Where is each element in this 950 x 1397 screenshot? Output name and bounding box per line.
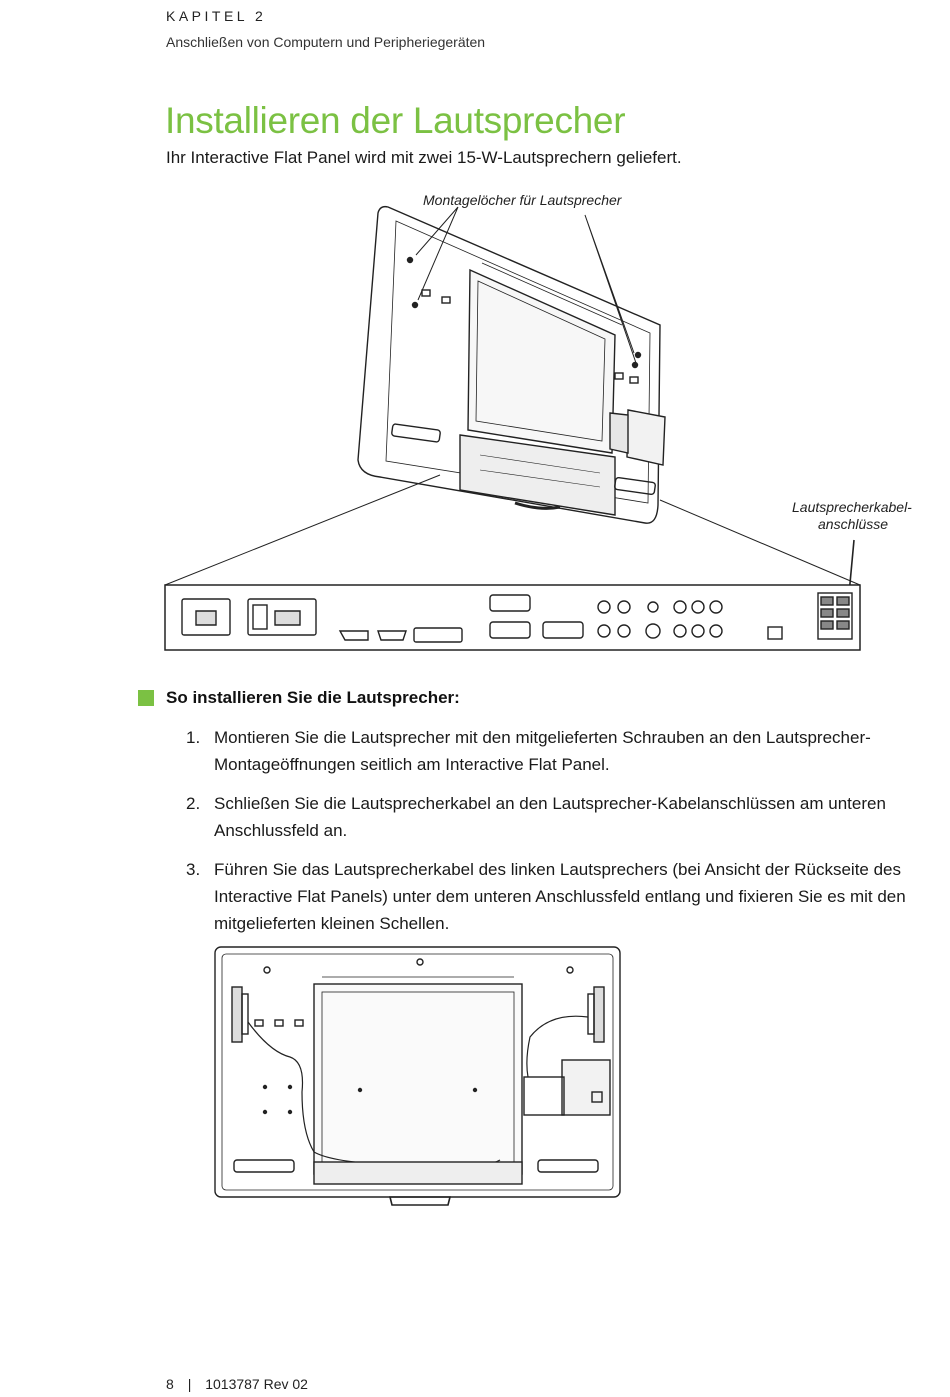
step-number: 2. xyxy=(186,794,201,813)
step-item xyxy=(186,724,906,778)
chapter-title: Anschließen von Computern und Peripheriegeräten xyxy=(166,34,486,50)
step-item xyxy=(186,856,906,937)
step-item xyxy=(186,790,906,844)
procedure-marker-icon xyxy=(138,690,154,706)
panel-rear-illustration xyxy=(160,185,940,655)
mounting-hole xyxy=(633,363,638,368)
footer-separator: | xyxy=(187,1376,192,1392)
speaker-installation-illustration xyxy=(210,942,625,1212)
mounting-hole xyxy=(408,258,413,263)
section-intro: Ihr Interactive Flat Panel wird mit zwei 15-W-Lautsprechern geliefert. xyxy=(166,148,682,167)
page-footer xyxy=(166,1376,308,1392)
document-id: 1013787 Rev 02 xyxy=(205,1376,308,1392)
callout-cable-line1: Lautsprecherkabel- xyxy=(792,499,912,515)
step-number: 1. xyxy=(186,728,201,747)
procedure-heading: So installieren Sie die Lautsprecher: xyxy=(166,688,460,707)
step-text: Führen Sie das Lautsprecherkabel des linken Lautsprechers (bei Ansicht der Rückseite des Interactive Flat Panels) unter dem unteren Anschlussfeld entlang und fixieren Sie es mit den mitgelieferten kleinen Schellen. xyxy=(214,860,906,933)
section-title: Installieren der Lautsprecher xyxy=(165,100,626,141)
step-number: 3. xyxy=(186,860,201,879)
step-text: Montieren Sie die Lautsprecher mit den mitgelieferten Schrauben an den Lautsprecher-Montageöffnungen seitlich am Interactive Flat Panel. xyxy=(214,728,871,774)
left-speaker xyxy=(232,987,242,1042)
step-text: Schließen Sie die Lautsprecherkabel an den Lautsprecher-Kabelanschlüssen am unteren Anschlussfeld an. xyxy=(214,794,886,840)
page-number: 8 xyxy=(166,1376,174,1392)
mounting-hole xyxy=(413,303,418,308)
callout-cable-line2: anschlüsse xyxy=(818,516,889,532)
callout-mounting-holes: Montagelöcher für Lautsprecher xyxy=(423,192,622,208)
mounting-hole xyxy=(636,353,641,358)
procedure-steps xyxy=(186,724,906,949)
right-speaker xyxy=(594,987,604,1042)
chapter-label: KAPITEL 2 xyxy=(166,8,267,24)
